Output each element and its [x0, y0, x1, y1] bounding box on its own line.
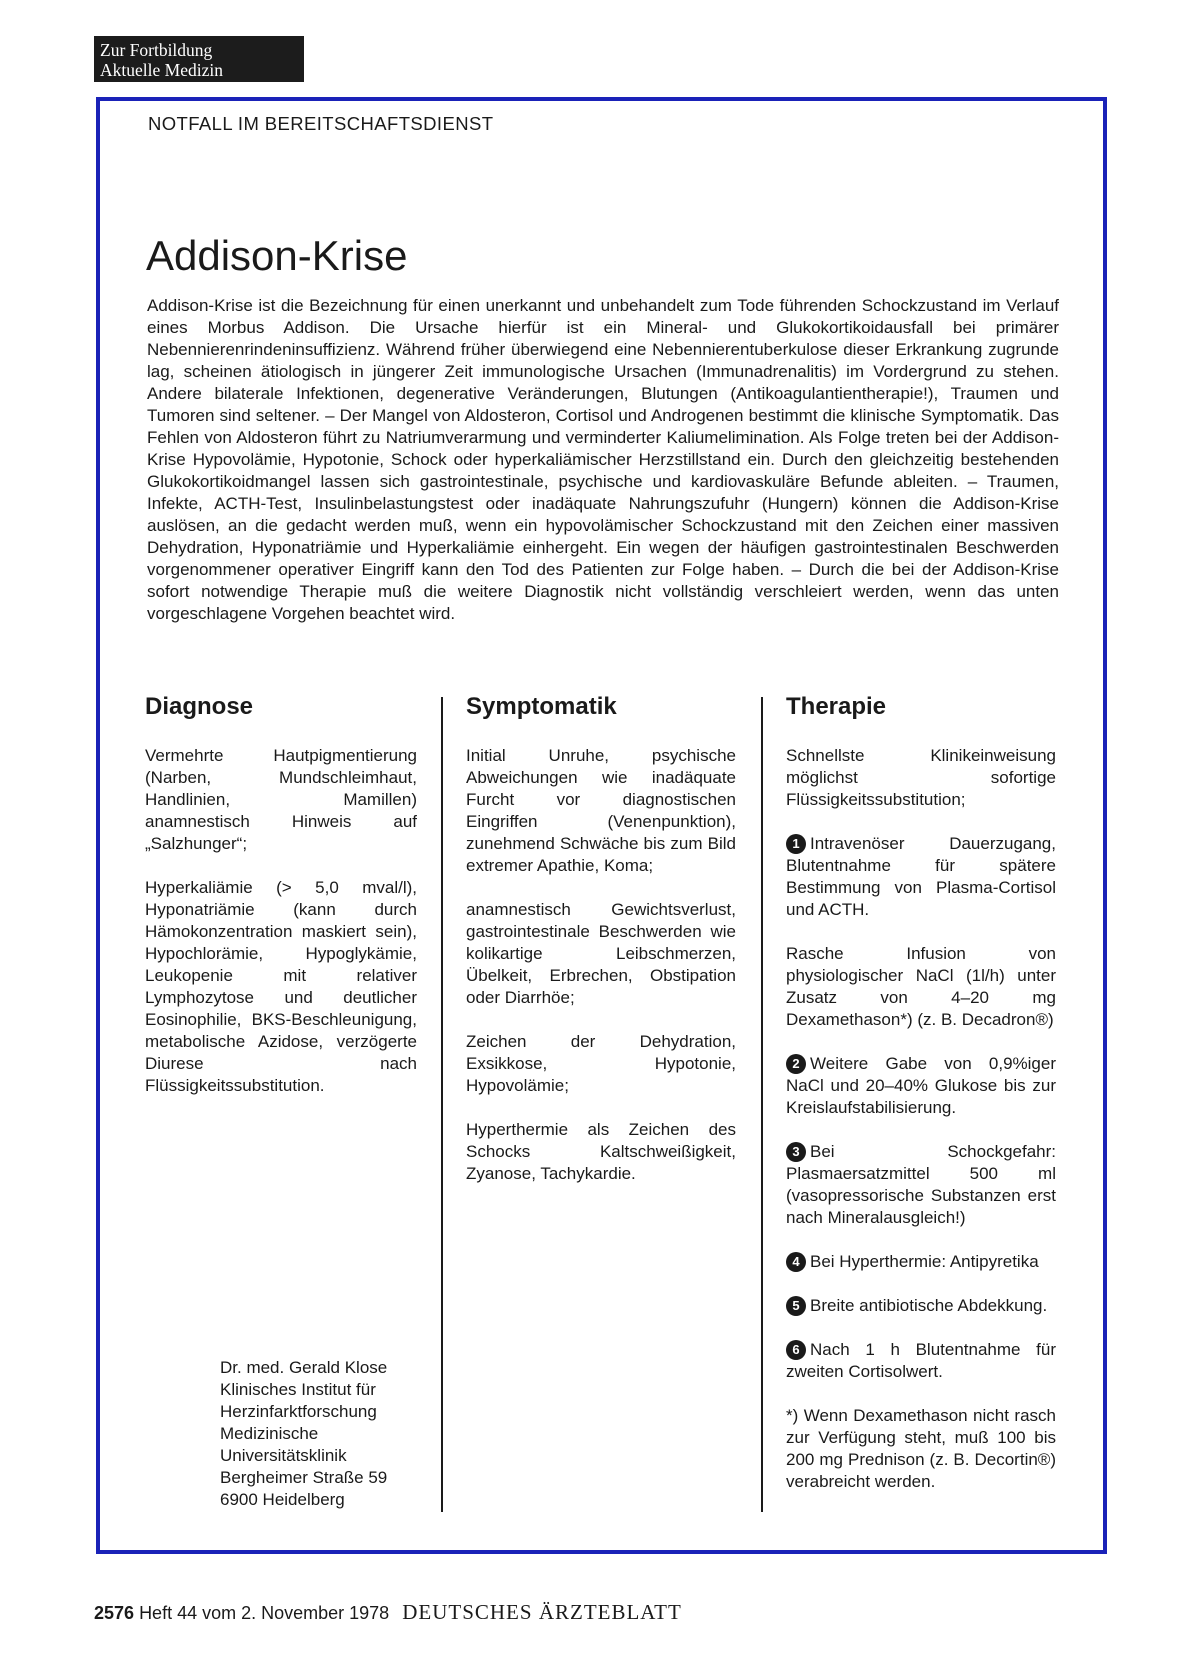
author-line: Dr. med. Gerald Klose	[220, 1358, 388, 1377]
section-tag-line2: Aktuelle Medizin	[100, 60, 223, 80]
therapie-step-text: Bei Schockgefahr: Plasmaersatzmittel 500 ml (vasopressorische Substanzen erst nach Mineralausgleich!)	[786, 1142, 1056, 1227]
therapie-step-text: Intravenöser Dauerzugang, Blutentnahme für spätere Bestimmung von Plasma-Cortisol und ACTH.	[786, 834, 1056, 919]
therapie-step	[786, 833, 1056, 921]
therapie-step-text: Bei Hyperthermie: Antipyretika	[810, 1252, 1039, 1271]
step-number-2-icon: 2	[786, 1054, 806, 1074]
author-line: Bergheimer Straße 59	[220, 1468, 388, 1487]
therapie-paragraph: Rasche Infusion von physiologischer NaCl (1l/h) unter Zusatz von 4–20 mg Dexamethason*) (z. B. Decadron®)	[786, 944, 1056, 1029]
column-therapie	[786, 693, 1056, 1515]
page-footer	[94, 1600, 682, 1625]
step-number-5-icon: 5	[786, 1296, 806, 1316]
therapie-step	[786, 1141, 1056, 1229]
step-number-6-icon: 6	[786, 1340, 806, 1360]
symptomatik-heading: Symptomatik	[466, 693, 617, 720]
therapie-step-text: Breite antibiotische Abdekkung.	[810, 1296, 1048, 1315]
section-tag-line1: Zur Fortbildung	[100, 40, 213, 60]
diagnose-paragraph: Vermehrte Hautpigmentierung (Narben, Mundschleimhaut, Handlinien, Mamillen) anamnestisch Hinweis auf „Salzhunger“;	[145, 746, 417, 853]
therapie-step	[786, 1339, 1056, 1383]
column-symptomatik	[466, 693, 736, 1207]
column-divider	[441, 697, 443, 1512]
author-line: Universitätsklinik	[220, 1446, 347, 1465]
author-line: Medizinische	[220, 1424, 319, 1443]
section-label: NOTFALL IM BEREITSCHAFTSDIENST	[148, 113, 494, 134]
step-number-3-icon: 3	[786, 1142, 806, 1162]
therapie-step-text: Nach 1 h Blutentnahme für zweiten Cortisolwert.	[786, 1340, 1056, 1381]
step-number-1-icon: 1	[786, 834, 806, 854]
therapie-heading: Therapie	[786, 693, 887, 720]
symptomatik-paragraph: Zeichen der Dehydration, Exsikkose, Hypotonie, Hypovolämie;	[466, 1032, 736, 1095]
diagnose-heading: Diagnose	[145, 693, 254, 720]
section-tag	[94, 36, 304, 82]
symptomatik-paragraph: Hyperthermie als Zeichen des Schocks Kaltschweißigkeit, Zyanose, Tachykardie.	[466, 1120, 736, 1183]
therapie-step-text: Weitere Gabe von 0,9%iger NaCl und 20–40% Glukose bis zur Kreislaufstabilisierung.	[786, 1054, 1056, 1117]
column-divider	[761, 697, 763, 1512]
author-line: Herzinfarktforschung	[220, 1402, 377, 1421]
therapie-paragraph: Schnellste Klinikeinweisung möglichst sofortige Flüssigkeitssubstitution;	[786, 746, 1056, 809]
page-number: 2576	[94, 1603, 135, 1623]
article-intro: Addison-Krise ist die Bezeichnung für einen unerkannt und unbehandelt zum Tode führenden Schockzustand im Verlauf eines Morbus Addison. Die Ursache hierfür ist ein Mineral- und Glukokortikoidausfall bei primärer Nebennierenrindeninsuffizienz. Während früher überwiegend eine Nebennierentuberkulose dieser Erkrankung zugrunde lag, scheinen ätiologisch in jüngerer Zeit immunologische Ursachen (Immunadrenalitis) im Vordergrund zu stehen. Andere bilaterale Infektionen, degenerative Veränderungen, Blutungen (Antikoagulantientherapie!), Traumen und Tumoren sind seltener. – Der Mangel von Aldosteron, Cortisol und Androgenen bestimmt die klinische Symptomatik. Das Fehlen von Aldosteron führt zu Natriumverarmung und verminderter Kaliumelimination. Als Folge treten bei der Addison-Krise Hypovolämie, Hypotonie, Schock oder hyperkaliämischer Herzstillstand ein. Durch den gleichzeitig bestehenden Glukokortikoidmangel lassen sich gastrointestinale, psychische und kardiovaskuläre Befunde ableiten. – Traumen, Infekte, ACTH-Test, Insulinbelastungstest oder inadäquate Nahrungszufuhr (Hungern) können die Addison-Krise auslösen, an die gedacht werden muß, wenn ein hypovolämischer Schockzustand mit den Zeichen einer massiven Dehydration, Hyponatriämie und Hyperkaliämie einhergeht. Ein wegen der häufigen gastrointestinalen Beschwerden vorgenommener operativer Eingriff kann den Tod des Patienten zur Folge haben. – Durch die bei der Addison-Krise sofort notwendige Therapie muß die weitere Diagnostik nicht vollständig verschleiert werden, wenn das unten vorgeschlagene Vorgehen beachtet wird.	[147, 296, 1059, 623]
diagnose-paragraph: Hyperkaliämie (> 5,0 mval/l), Hyponatriämie (kann durch Hämokonzentration maskiert sein), Hypochlorämie, Hypoglykämie, Leukopenie mit relativer Lymphozytose und deutlicher Eosinophilie, BKS-Beschleunigung, metabolische Azidose, verzögerte Diurese nach Flüssigkeitssubstitution.	[145, 878, 417, 1095]
therapie-step	[786, 1251, 1056, 1273]
symptomatik-paragraph: Initial Unruhe, psychische Abweichungen wie inadäquate Furcht vor diagnostischen Eingriffen (Venenpunktion), zunehmend Schwäche bis zum Bild extremer Apathie, Koma;	[466, 746, 736, 875]
step-number-4-icon: 4	[786, 1252, 806, 1272]
issue-info: Heft 44 vom 2. November 1978	[139, 1603, 390, 1623]
column-diagnose	[145, 693, 417, 1119]
therapie-step	[786, 1053, 1056, 1119]
therapie-footnote: *) Wenn Dexamethason nicht rasch zur Verfügung steht, muß 100 bis 200 mg Prednison (z. B. Decortin®) verabreicht werden.	[786, 1406, 1056, 1491]
author-block	[220, 1357, 387, 1511]
symptomatik-paragraph: anamnestisch Gewichtsverlust, gastrointestinale Beschwerden wie kolikartige Leibschmerzen, Übelkeit, Erbrechen, Obstipation oder Diarrhöe;	[466, 900, 736, 1007]
author-line: 6900 Heidelberg	[220, 1490, 345, 1509]
author-line: Klinisches Institut für	[220, 1380, 376, 1399]
article-title: Addison-Krise	[146, 232, 408, 279]
journal-name: DEUTSCHES ÄRZTEBLATT	[402, 1600, 682, 1624]
therapie-step	[786, 1295, 1056, 1317]
